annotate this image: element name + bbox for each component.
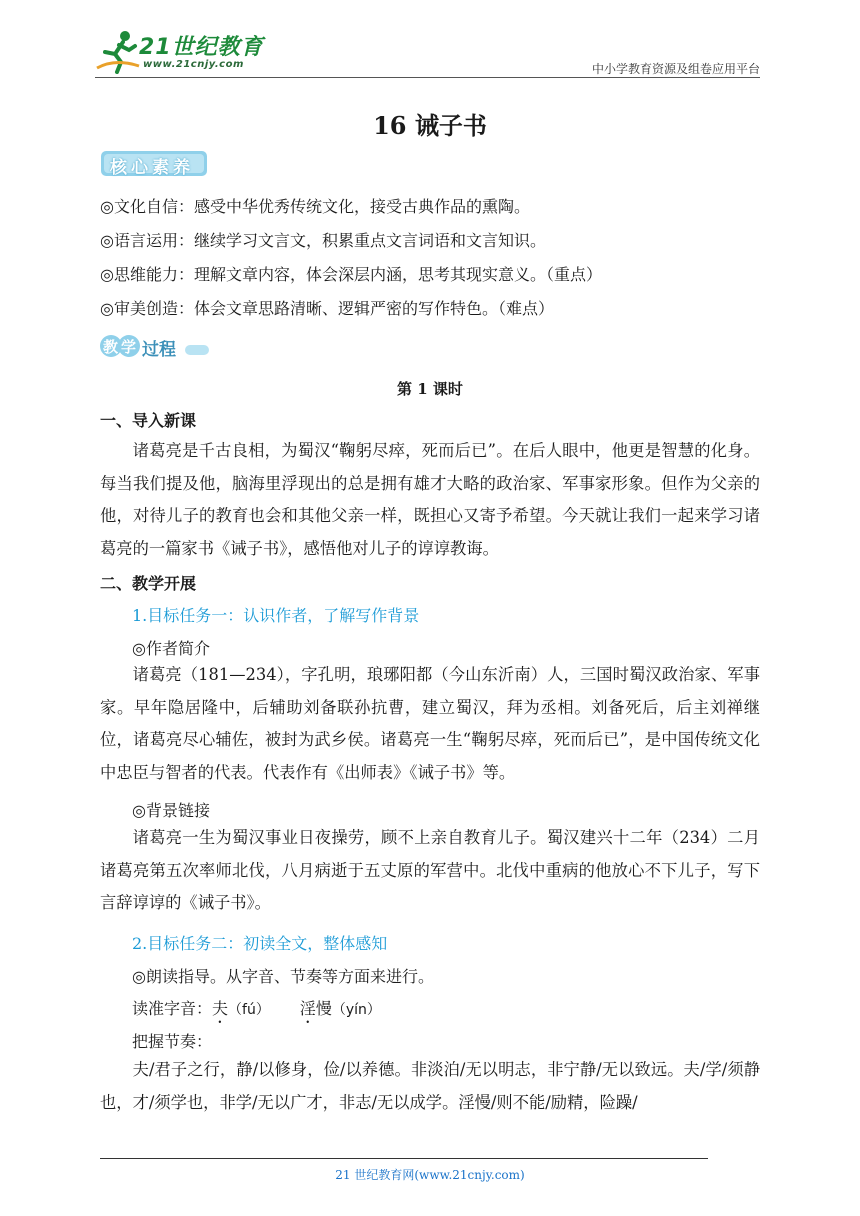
author-label: ◎作者简介 bbox=[132, 639, 210, 658]
page-header bbox=[95, 28, 760, 78]
footer-divider bbox=[100, 1158, 708, 1159]
pronunciation-line bbox=[132, 996, 381, 1027]
task2-heading: 2.目标任务二：初读全文，整体感知 bbox=[132, 934, 388, 953]
process-char-2: 学 bbox=[121, 338, 137, 356]
lesson-heading: 第 1 课时 bbox=[397, 380, 463, 398]
badge-tail-icon bbox=[184, 343, 210, 357]
process-char-1: 教 bbox=[103, 338, 119, 356]
rhythm-label: 把握节奏： bbox=[132, 1032, 213, 1051]
rhythm-text: 夫/君子之行，静/以修身，俭/以养德。非淡泊/无以明志，非宁静/无以致远。夫/学/须静也，才/须学也，非学/无以广才，非志/无以成学。淫慢/则不能/励精，险躁/ bbox=[100, 1060, 760, 1112]
part2-heading: 二、教学开展 bbox=[100, 574, 197, 593]
goal-language: ◎语言运用：继续学习文言文，积累重点文言词语和文言知识。 bbox=[100, 231, 546, 250]
goal-aesthetic: ◎审美创造：体会文章思路清晰、逻辑严密的写作特色。（难点） bbox=[100, 299, 554, 318]
part1-text: 诸葛亮是千古良相，为蜀汉“鞠躬尽瘁，死而后已”。在后人眼中，他更是智慧的化身。每当我们提及他，脑海里浮现出的总是拥有雄才大略的政治家、军事家形象。但作为父亲的他，对待儿子的教育也会和其他父亲一样，既担心又寄予希望。今天就让我们一起来学习诸葛亮的一篇家书《诫子书》，感悟他对儿子的谆谆教诲。 bbox=[100, 441, 760, 558]
background-text: 诸葛亮一生为蜀汉事业日夜操劳，顾不上亲自教育儿子。蜀汉建兴十二年（234）二月诸葛亮第五次率师北伐，八月病逝于五丈原的军营中。北伐中重病的他放心不下儿子，写下言辞谆谆的《诫子书》。 bbox=[100, 828, 760, 912]
part1-heading: 一、导入新课 bbox=[100, 411, 197, 430]
core-literacy-label: 核心素养 bbox=[110, 158, 194, 178]
goal-culture: ◎文化自信：感受中华优秀传统文化，接受古典作品的熏陶。 bbox=[100, 197, 530, 216]
logo-url: www.21cnjy.com bbox=[143, 59, 244, 70]
logo bbox=[95, 28, 285, 76]
platform-name: 中小学教育资源及组卷应用平台 bbox=[591, 62, 760, 76]
reading-guide: ◎朗读指导。从字音、节奏等方面来进行。 bbox=[132, 967, 434, 986]
footer-text[interactable]: 21 世纪教育网(www.21cnjy.com) bbox=[335, 1168, 525, 1182]
header-divider bbox=[95, 77, 760, 78]
logo-text: 21世纪教育 bbox=[139, 35, 264, 60]
pron-pinyin-1: （fú） bbox=[228, 1002, 270, 1018]
pron-label: 读准字音： bbox=[132, 999, 213, 1018]
pron-word-2a: 淫 bbox=[299, 999, 316, 1018]
teaching-process-badge bbox=[100, 333, 210, 361]
runner-logo-icon bbox=[95, 28, 141, 74]
task1-heading: 1.目标任务一：认识作者，了解写作背景 bbox=[132, 606, 420, 625]
background-label: ◎背景链接 bbox=[132, 801, 210, 820]
author-text: 诸葛亮（181—234），字孔明，琅琊阳都（今山东沂南）人，三国时蜀汉政治家、军事家。早年隐居隆中，后辅助刘备联孙抗曹，建立蜀汉，拜为丞相。刘备死后，后主刘禅继位，诸葛亮尽心辅佐，被封为武乡侯。诸葛亮一生“鞠躬尽瘁，死而后已”，是中国传统文化中忠臣与智者的代表。代表作有《出师表》《诫子书》等。 bbox=[100, 665, 760, 782]
pron-word-1: 夫 bbox=[212, 999, 229, 1018]
goal-thinking: ◎思维能力：理解文章内容，体会深层内涵，思考其现实意义。（重点） bbox=[100, 265, 602, 284]
process-label: 过程 bbox=[142, 340, 176, 360]
core-literacy-badge bbox=[100, 150, 210, 178]
pron-word-2b: 慢 bbox=[315, 999, 332, 1018]
pron-pinyin-2: （yín） bbox=[331, 1002, 381, 1018]
page-title: 16 诫子书 bbox=[373, 111, 487, 140]
